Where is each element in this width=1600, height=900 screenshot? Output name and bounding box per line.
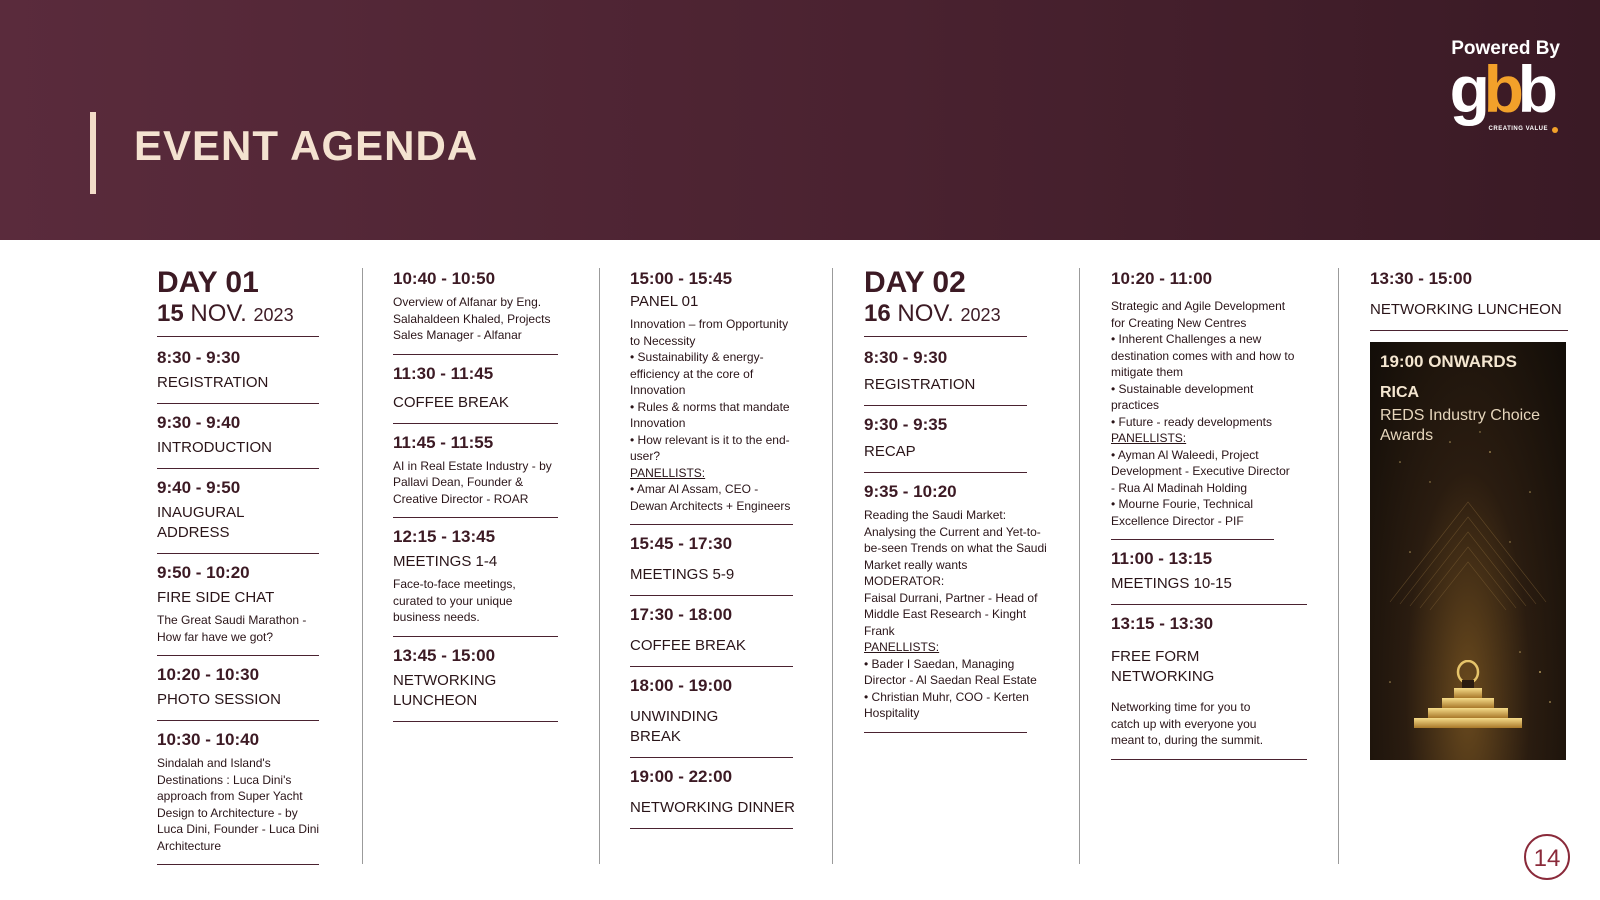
agenda-label: COFFEE BREAK bbox=[393, 393, 509, 411]
agenda-label: MEETINGS 5-9 bbox=[630, 566, 735, 583]
trophy-podium-icon bbox=[1408, 660, 1528, 730]
agenda-item bbox=[393, 363, 558, 424]
date-day: 16 bbox=[864, 300, 891, 327]
powered-by-block bbox=[1420, 38, 1560, 136]
session-topic: Reading the Saudi Market: Analysing the Current and Yet-to-be-seen Trends on what the Saudi Market really wants bbox=[864, 508, 1047, 572]
day-date bbox=[864, 300, 1027, 328]
day-date bbox=[157, 300, 319, 328]
agenda-label: MEETINGS 1-4 bbox=[393, 553, 498, 570]
header-banner bbox=[0, 0, 1600, 240]
agenda-column-day2 bbox=[864, 266, 1047, 741]
agenda-time: 15:00 - 15:45 bbox=[630, 269, 733, 288]
panel-title: PANEL 01 bbox=[630, 293, 699, 310]
agenda-time: 9:35 - 10:20 bbox=[864, 482, 957, 501]
panel-topic: Innovation – from Opportunity to Necessity bbox=[630, 317, 789, 348]
agenda-label: UNWINDING BREAK bbox=[630, 708, 719, 745]
agenda-time: 11:30 - 11:45 bbox=[393, 363, 494, 383]
agenda-label: REGISTRATION bbox=[864, 376, 976, 393]
agenda-item-panel bbox=[864, 481, 1047, 733]
date-day: 15 bbox=[157, 300, 184, 327]
agenda-label: MEETINGS 10-15 bbox=[1111, 575, 1232, 592]
agenda-item bbox=[1111, 613, 1307, 760]
agenda-time: 18:00 - 19:00 bbox=[630, 676, 733, 695]
agenda-description: Sindalah and Island's Destinations : Luca Dini's approach from Super Yacht Design to Architecture - by Luca Dini, Founder - Luca Dini Architecture bbox=[157, 756, 320, 853]
agenda-time: 17:30 - 18:00 bbox=[630, 605, 733, 624]
agenda-item bbox=[630, 533, 793, 596]
logo-dot bbox=[1552, 127, 1558, 133]
agenda-item bbox=[630, 675, 793, 758]
column-divider bbox=[1338, 268, 1339, 864]
agenda-label: INTRODUCTION bbox=[157, 439, 272, 456]
agenda-label: REGISTRATION bbox=[157, 374, 269, 391]
agenda-time: 10:20 - 10:30 bbox=[157, 665, 260, 684]
agenda-time: 10:40 - 10:50 bbox=[393, 269, 496, 288]
day-header bbox=[157, 268, 319, 337]
agenda-time: 10:20 - 11:00 bbox=[1111, 269, 1213, 288]
day-title: DAY 02 bbox=[864, 266, 966, 299]
agenda-item bbox=[1370, 268, 1568, 331]
date-month: NOV. bbox=[897, 300, 954, 327]
session-topic: Strategic and Agile Development for Creating New Centres bbox=[1111, 299, 1286, 330]
panellist: • Amar Al Assam, CEO - Dewan Architects + Engineers bbox=[630, 482, 791, 513]
agenda-time: 19:00 - 22:00 bbox=[630, 767, 733, 786]
agenda-item bbox=[157, 664, 319, 721]
panellist: • Ayman Al Waleedi, Project Development - Executive Director - Rua Al Madinah Holding bbox=[1111, 447, 1290, 495]
agenda-time: 9:50 - 10:20 bbox=[157, 563, 250, 582]
agenda-description: AI in Real Estate Industry - by Pallavi Dean, Founder & Creative Director - ROAR bbox=[393, 458, 552, 506]
panellist: • Bader I Saedan, Managing Director - Al Saedan Real Estate bbox=[864, 656, 1037, 687]
date-year: 2023 bbox=[253, 305, 294, 325]
date-month: NOV. bbox=[190, 300, 247, 327]
agenda-time: 9:40 - 9:50 bbox=[157, 478, 241, 497]
agenda-time: 8:30 - 9:30 bbox=[157, 348, 241, 367]
page-number: 14 bbox=[1524, 834, 1570, 880]
agenda-item bbox=[157, 729, 319, 865]
agenda-item bbox=[393, 645, 558, 722]
agenda-column-day1-c bbox=[630, 268, 793, 837]
agenda-label: FREE FORM NETWORKING bbox=[1111, 648, 1215, 685]
agenda-time: 9:30 - 9:40 bbox=[157, 413, 241, 432]
agenda-description: Face-to-face meetings, curated to your unique business needs. bbox=[393, 577, 516, 624]
panellists-heading: PANELLISTS: bbox=[630, 465, 706, 480]
gbb-logo bbox=[1420, 52, 1560, 136]
agenda-time: 13:30 - 15:00 bbox=[1370, 269, 1473, 288]
agenda-label: FIRE SIDE CHAT bbox=[157, 589, 275, 606]
agenda-label: INAUGURAL ADDRESS bbox=[157, 504, 244, 541]
awards-description: REDS Industry Choice Awards bbox=[1380, 407, 1541, 444]
awards-name: RICA bbox=[1380, 384, 1420, 401]
agenda-column-day2-b bbox=[1111, 268, 1307, 768]
agenda-item-panel bbox=[1111, 268, 1295, 540]
agenda-item bbox=[157, 562, 319, 656]
panellists-heading: PANELLISTS: bbox=[1111, 431, 1187, 445]
agenda-time: 9:30 - 9:35 bbox=[864, 415, 948, 434]
column-divider bbox=[362, 268, 363, 864]
column-divider bbox=[1079, 268, 1080, 864]
logo-letter-b-orange: b bbox=[1483, 52, 1524, 126]
agenda-time: 11:45 - 11:55 bbox=[393, 432, 494, 452]
agenda-item bbox=[864, 414, 1027, 473]
agenda-item bbox=[864, 347, 1027, 406]
column-divider bbox=[599, 268, 600, 864]
logo-tagline: CREATING VALUE bbox=[1488, 126, 1548, 132]
moderator: Faisal Durrani, Partner - Head of Middle East Research - Kinght Frank bbox=[864, 590, 1038, 638]
panellist: • Mourne Fourie, Technical Excellence Director - PIF bbox=[1111, 497, 1254, 528]
agenda-item bbox=[1111, 548, 1307, 605]
panellist: • Christian Muhr, COO - Kerten Hospitality bbox=[864, 689, 1029, 720]
agenda-column-day1-b bbox=[393, 268, 558, 730]
moderator-heading: MODERATOR: bbox=[864, 574, 945, 588]
session-point: • Future - ready developments bbox=[1111, 414, 1272, 429]
panel-point: • How relevant is it to the end-user? bbox=[630, 432, 790, 463]
day-header bbox=[864, 268, 1027, 337]
title-accent-bar bbox=[90, 112, 96, 194]
agenda-item bbox=[630, 604, 793, 667]
awards-time: 19:00 ONWARDS bbox=[1380, 352, 1517, 371]
agenda-time: 12:15 - 13:45 bbox=[393, 527, 496, 546]
agenda-item bbox=[157, 412, 319, 469]
agenda-description: The Great Saudi Marathon - How far have we got? bbox=[157, 613, 307, 644]
agenda-label: RECAP bbox=[864, 443, 916, 460]
day-title: DAY 01 bbox=[157, 266, 259, 299]
agenda-item bbox=[393, 526, 558, 637]
agenda-time: 11:00 - 13:15 bbox=[1111, 549, 1213, 568]
agenda-item bbox=[393, 432, 558, 519]
session-point: • Sustainable development practices bbox=[1111, 381, 1254, 412]
agenda-time: 8:30 - 9:30 bbox=[864, 348, 948, 367]
agenda-item bbox=[630, 766, 793, 829]
date-year: 2023 bbox=[960, 305, 1001, 325]
agenda-item-panel bbox=[630, 268, 793, 525]
panel-point: • Rules & norms that mandate Innovation bbox=[630, 399, 790, 430]
panel-point: • Sustainability & energy-efficiency at the core of Innovation bbox=[630, 350, 764, 397]
agenda-label: NETWORKING LUNCHEON bbox=[393, 671, 497, 709]
agenda-time: 13:15 - 13:30 bbox=[1111, 614, 1214, 633]
agenda-label: COFFEE BREAK bbox=[630, 637, 746, 654]
awards-card bbox=[1370, 342, 1566, 760]
agenda-item bbox=[157, 347, 319, 404]
agenda-column-day1 bbox=[157, 268, 319, 873]
agenda-column-day2-c bbox=[1370, 268, 1568, 339]
column-divider bbox=[832, 268, 833, 864]
page-title: EVENT AGENDA bbox=[134, 122, 479, 169]
logo-letter-b: b bbox=[1517, 52, 1558, 126]
agenda-time: 10:30 - 10:40 bbox=[157, 730, 260, 749]
agenda-label: NETWORKING LUNCHEON bbox=[1370, 301, 1562, 318]
agenda-label: NETWORKING DINNER bbox=[630, 799, 795, 816]
agenda-description: Networking time for you to catch up with everyone you meant to, during the summit. bbox=[1111, 700, 1264, 747]
session-point: • Inherent Challenges a new destination comes with and how to mitigate them bbox=[1111, 332, 1295, 379]
agenda-item bbox=[157, 477, 319, 554]
agenda-time: 15:45 - 17:30 bbox=[630, 534, 733, 553]
powered-by-text: Powered By bbox=[1451, 38, 1560, 59]
agenda-item bbox=[393, 268, 558, 355]
panellists-heading: PANELLISTS: bbox=[864, 640, 940, 654]
agenda-description: Overview of Alfanar by Eng. Salahaldeen Khaled, Projects Sales Manager - Alfanar bbox=[393, 295, 551, 342]
logo-letter-g: g bbox=[1449, 52, 1490, 126]
agenda-time: 13:45 - 15:00 bbox=[393, 645, 496, 665]
agenda-label: PHOTO SESSION bbox=[157, 691, 281, 708]
